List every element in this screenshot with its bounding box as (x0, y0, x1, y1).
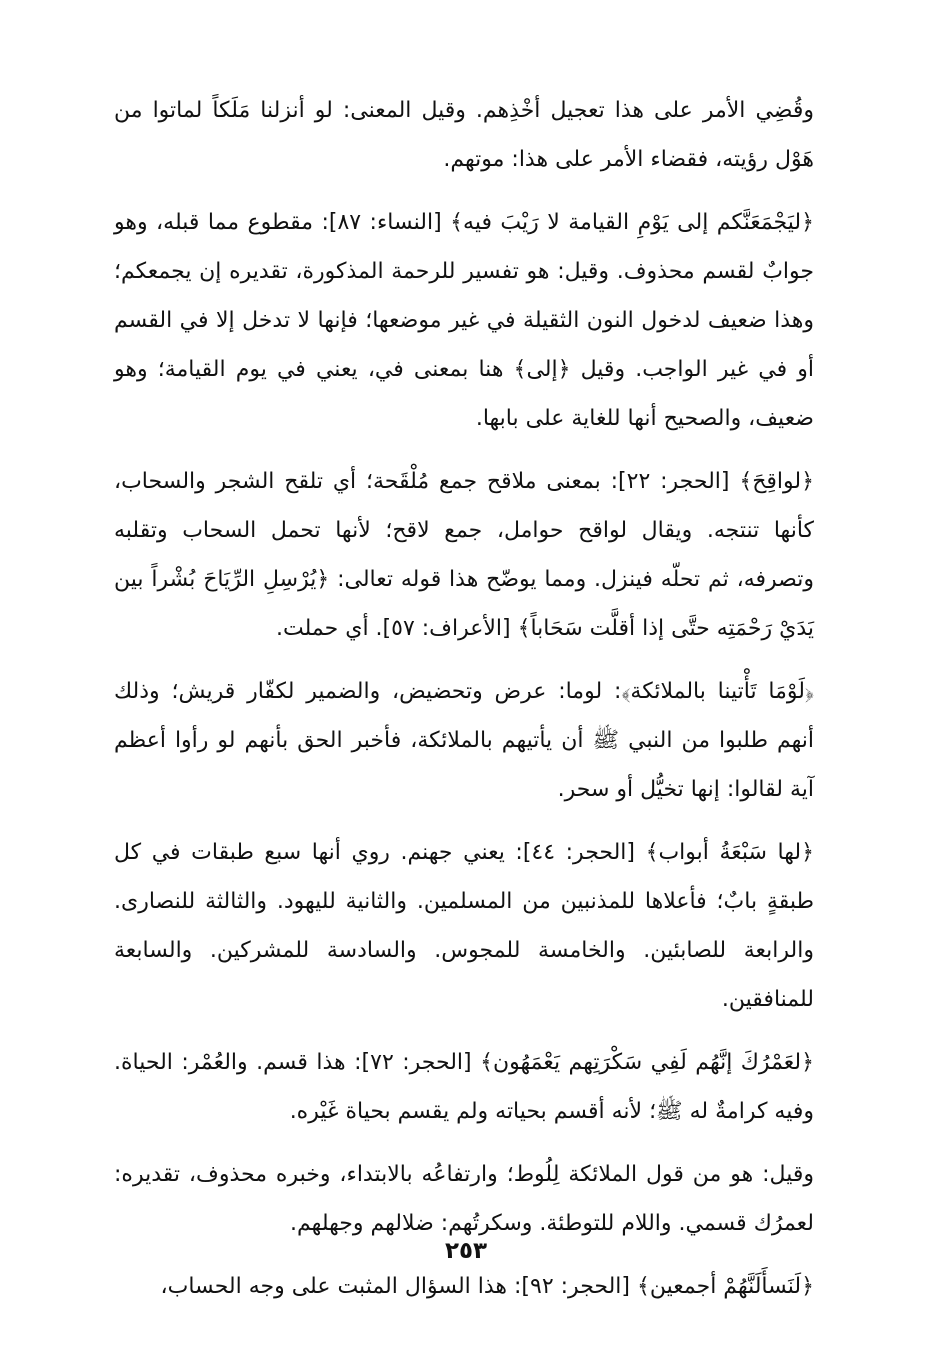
paragraph-6: ﴿لعَمْرُكَ إنَّهُم لَفِي سَكْرَتِهم يَعْمَهُون﴾ [الحجر: ٧٢]: هذا قسم. والعُمْر: الحياة. وفيه كرامةٌ له ﷺ؛ لأنه أقسم بحياته ولم يقسم بحياة غَيْره. (114, 1050, 814, 1124)
paragraph-1: وقُضِي الأمر على هذا تعجيل أخْذِهم. وقيل المعنى: لو أنزلنا مَلَكاً لماتوا من هَوْل رؤيته، فقضاء الأمر على هذا: موتهم. (114, 98, 814, 172)
body-text (114, 86, 814, 1325)
paragraph-4: ﴿لَوْمَا تَأْتينا بالملائكة﴾: لوما: عرض وتحضيض، والضمير لكفّار قريش؛ وذلك أنهم طلبوا من النبي ﷺ أن يأتيهم بالملائكة، فأخبر الحق بأنهم لو رأوا أعظم آية لقالوا: إنها تخيُّل أو سحر. (114, 679, 814, 802)
page-number: ٢٥٣ (444, 1238, 488, 1264)
paragraph-8: ﴿لَنَسأَلَنَّهُمْ أجمعين﴾ [الحجر: ٩٢]: هذا السؤال المثبت على وجه الحساب، (160, 1274, 814, 1299)
paragraph-3: ﴿لواقِحَ﴾ [الحجر: ٢٢]: بمعنى ملاقح جمع مُلْقَحة؛ أي تلقح الشجر والسحاب، كأنها تنتجه. ويقال لواقح حوامل، جمع لاقح؛ لأنها تحمل السحاب وتقلبه وتصرفه، ثم تحلّه فينزل. ومما يوضّح هذا قوله تعالى: ﴿يُرْسِلِ الرِّيَاحَ بُشْراً بين يَدَيْ رَحْمَتِه حتَّى إذا أقلَّت سَحَاباً﴾ [الأعراف: ٥٧]. أي حملت. (114, 469, 814, 641)
paragraph-7: وقيل: هو من قول الملائكة لِلُوط؛ وارتفاعُه بالابتداء، وخبره محذوف، تقديره: لعمرُك قسمي. واللام للتوطئة. وسكرتُهم: ضلالهم وجهلهم. (114, 1162, 814, 1236)
paragraph-2: ﴿ليَجْمَعَنَّكم إلى يَوْمِ القيامة لا رَيْبَ فيه﴾ [النساء: ٨٧]: مقطوع مما قبله، وهو جوابٌ لقسم محذوف. وقيل: هو تفسير للرحمة المذكورة، تقديره إن يجمعكم؛ وهذا ضعيف لدخول النون الثقيلة في غير موضعها؛ فإنها لا تدخل إلا في القسم أو في غير الواجب. وقيل ﴿إلى﴾ هنا بمعنى في، يعني في يوم القيامة؛ وهو ضعيف، والصحيح أنها للغاية على بابها. (114, 210, 814, 431)
paragraph-5: ﴿لها سَبْعَةُ أبواب﴾ [الحجر: ٤٤]: يعني جهنم. روي أنها سبع طبقات في كل طبقةٍ بابٌ؛ فأعلاها للمذنبين من المسلمين. والثانية لليهود. والثالثة للنصارى. والرابعة للصابئين. والخامسة للمجوس. والسادسة للمشركين. والسابعة للمنافقين. (114, 840, 814, 1012)
